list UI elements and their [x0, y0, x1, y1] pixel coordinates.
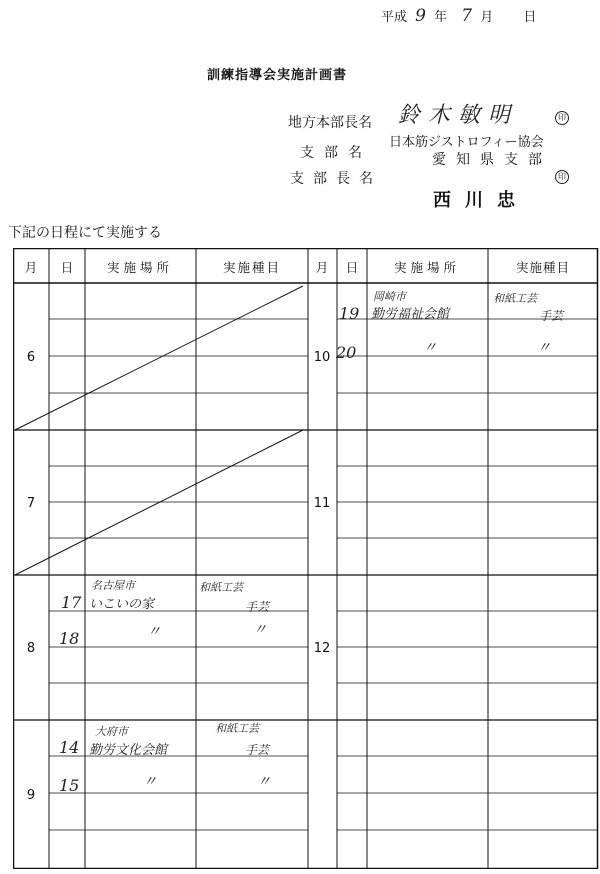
- branch-name: 愛知県支部: [432, 152, 552, 168]
- date-year: 9: [415, 6, 426, 26]
- header-day: 日: [60, 260, 74, 275]
- header-place-right: 実施場所: [393, 260, 461, 275]
- date-line: [381, 6, 536, 26]
- date-year-unit: 年: [434, 10, 448, 25]
- month-label: 10: [313, 350, 331, 365]
- branch-label: 支部名: [300, 145, 372, 161]
- entry-place: 〃: [147, 624, 161, 640]
- regional-head-label: 地方本部長名: [288, 115, 372, 131]
- header-type: 実施種目: [222, 260, 282, 275]
- header-place: 実施場所: [106, 260, 174, 275]
- document-title: 訓練指導会実施計画書: [207, 68, 348, 83]
- entry-day: 18: [59, 629, 80, 648]
- entry-type: 和紙工芸: [493, 292, 537, 305]
- entry-place: 岡崎市: [373, 290, 406, 303]
- entry-type: 〃: [537, 340, 551, 356]
- month-label: 7: [26, 496, 36, 511]
- header-month-right: 月: [315, 260, 329, 275]
- header-month: 月: [24, 260, 38, 275]
- month-label: 6: [26, 350, 36, 365]
- schedule-table: [13, 248, 599, 869]
- header-type-right: 実施種目: [515, 260, 571, 275]
- month-label: 8: [26, 641, 36, 656]
- month-separators-left: [13, 430, 308, 720]
- regional-head-name: 鈴木敏明: [398, 103, 519, 128]
- entry-type: 手芸: [539, 309, 564, 323]
- entry-place: 大府市: [95, 725, 128, 738]
- entry-place: 勤労文化会館: [89, 743, 168, 758]
- entry-type: 和紙工芸: [215, 722, 259, 735]
- entry-place: 名古屋市: [91, 579, 135, 592]
- association-name: 日本筋ジストロフィー協会: [389, 135, 544, 150]
- branch-head-label: 支部長名: [290, 171, 382, 187]
- header-day-right: 日: [345, 260, 359, 275]
- month-label: 12: [313, 641, 331, 656]
- date-month: 7: [461, 6, 473, 26]
- entry-place: 〃: [423, 340, 437, 356]
- branch-head-name: 西川忠: [433, 190, 529, 211]
- entry-day: 15: [59, 776, 80, 795]
- date-era: 平成: [381, 10, 408, 25]
- entry-day: 19: [339, 304, 360, 323]
- void-line-july: [15, 430, 303, 575]
- entry-type: 手芸: [245, 743, 270, 757]
- entry-day: 17: [61, 593, 82, 612]
- entry-place: 勤労福祉会館: [371, 307, 450, 322]
- date-month-unit: 月: [480, 10, 494, 25]
- month-separators-right: [308, 430, 598, 720]
- seal-icon: 印: [555, 170, 569, 184]
- void-line-june: [15, 286, 303, 430]
- entry-day: 14: [59, 738, 80, 757]
- entry-type: 〃: [253, 622, 267, 638]
- month-label: 11: [313, 496, 331, 511]
- entry-place: 〃: [143, 774, 157, 790]
- month-label: 9: [26, 788, 36, 803]
- date-day-unit: 日: [523, 10, 537, 25]
- entry-type: 〃: [257, 774, 271, 790]
- entry-day: 20: [336, 343, 357, 362]
- entry-place: いこいの家: [89, 597, 155, 612]
- seal-icon: 印: [555, 111, 569, 125]
- table-border: [14, 249, 598, 869]
- entry-type: 和紙工芸: [199, 581, 243, 594]
- entry-type: 手芸: [245, 600, 270, 614]
- intro-text: 下記の日程にて実施する: [8, 225, 162, 241]
